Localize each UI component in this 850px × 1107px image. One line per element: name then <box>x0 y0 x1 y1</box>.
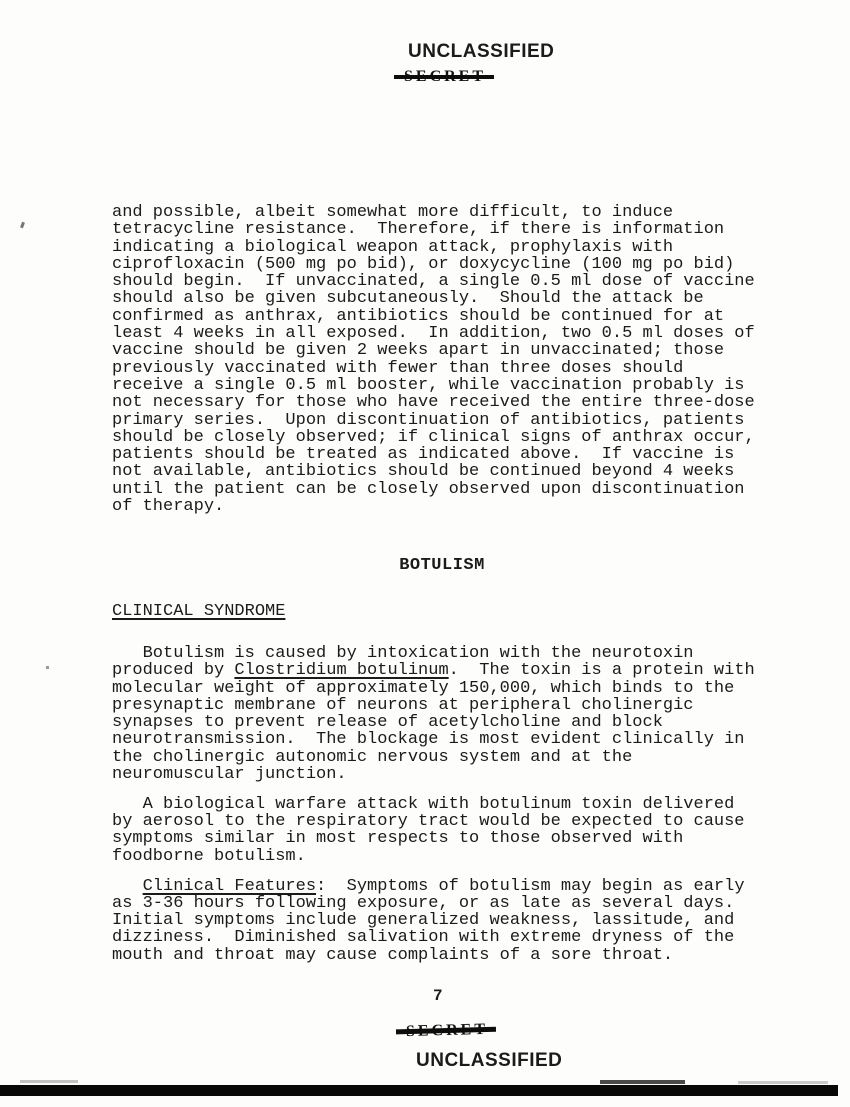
text-line: not available, antibiotics should be continued beyond 4 weeks <box>112 462 735 482</box>
scan-artifact <box>46 666 49 669</box>
text-line: foodborne botulism. <box>112 846 306 866</box>
document-body <box>112 204 792 964</box>
text-line: least 4 weeks in all exposed. In addition, two 0.5 ml doses of <box>112 324 755 344</box>
text-line: should also be given subcutaneously. Should the attack be <box>112 289 704 309</box>
paragraph <box>112 204 792 515</box>
text-line: Clinical Features: Symptoms of botulism may begin as early <box>142 876 745 896</box>
text-line: confirmed as anthrax, antibiotics should be continued for at <box>112 306 725 326</box>
text-line: produced by Clostridium botulinum. The toxin is a protein with <box>112 661 755 681</box>
text-line: and possible, albeit somewhat more difficult, to induce <box>112 203 674 222</box>
paragraph <box>112 878 792 964</box>
text-line: indicating a biological weapon attack, prophylaxis with <box>112 237 674 257</box>
text-line: by aerosol to the respiratory tract would be expected to cause <box>112 812 745 832</box>
header-secret-redacted <box>404 68 486 86</box>
scan-artifact <box>600 1080 685 1084</box>
text-line: tetracycline resistance. Therefore, if there is information <box>112 220 725 240</box>
text-line: previously vaccinated with fewer than three doses should <box>112 358 684 378</box>
strikethrough-bar <box>394 75 494 79</box>
text-line: presynaptic membrane of neurons at peripheral cholinergic <box>112 695 694 715</box>
text-line: mouth and throat may cause complaints of a sore throat. <box>112 945 674 965</box>
text-line: the cholinergic autonomic nervous system and at the <box>112 747 633 767</box>
text-line: vaccine should be given 2 weeks apart in unvaccinated; those <box>112 341 725 361</box>
footer-secret-redacted <box>406 1021 488 1041</box>
text-line: molecular weight of approximately 150,000, which binds to the <box>112 678 735 698</box>
text-line: ciprofloxacin (500 mg po bid), or doxycycline (100 mg po bid) <box>112 254 735 274</box>
scan-artifact <box>738 1081 828 1084</box>
scan-edge-bar <box>0 1085 838 1096</box>
scan-artifact <box>20 222 25 229</box>
text-line: not necessary for those who have received the entire three-dose <box>112 393 755 413</box>
paragraph <box>112 645 792 783</box>
text-line: primary series. Upon discontinuation of antibiotics, patients <box>112 410 745 430</box>
text-line: A biological warfare attack with botulinum toxin delivered <box>112 794 735 814</box>
text-line: dizziness. Diminished salivation with extreme dryness of the <box>112 928 735 948</box>
text-line: until the patient can be closely observed upon discontinuation <box>112 479 745 499</box>
text-line: synapses to prevent release of acetylcholine and block <box>112 713 663 733</box>
text-line: neuromuscular junction. <box>112 765 347 785</box>
text-line: Initial symptoms include generalized weakness, lassitude, and <box>112 911 735 931</box>
scan-artifact <box>20 1080 78 1083</box>
paragraph <box>112 796 792 865</box>
text-line: receive a single 0.5 ml booster, while vaccination probably is <box>112 375 745 395</box>
header-unclassified-banner: UNCLASSIFIED <box>408 41 555 62</box>
text-line: Botulism is caused by intoxication with the neurotoxin <box>112 643 694 663</box>
text-line: patients should be treated as indicated above. If vaccine is <box>112 445 735 465</box>
text-line: neurotransmission. The blockage is most evident clinically in <box>112 730 745 750</box>
subsection-heading: CLINICAL SYNDROME <box>112 601 286 621</box>
text-line: of therapy. <box>112 497 225 517</box>
section-heading: BOTULISM <box>399 556 485 576</box>
text-line: should begin. If unvaccinated, a single 0.5 ml dose of vaccine <box>112 272 755 292</box>
footer-unclassified-banner: UNCLASSIFIED <box>416 1050 563 1071</box>
text-line: symptoms similar in most respects to those observed with <box>112 829 684 849</box>
page-number: 7 <box>433 987 443 1005</box>
text-line: should be closely observed; if clinical signs of anthrax occur, <box>112 427 755 447</box>
text-line: as 3-36 hours following exposure, or as late as several days. <box>112 893 735 913</box>
